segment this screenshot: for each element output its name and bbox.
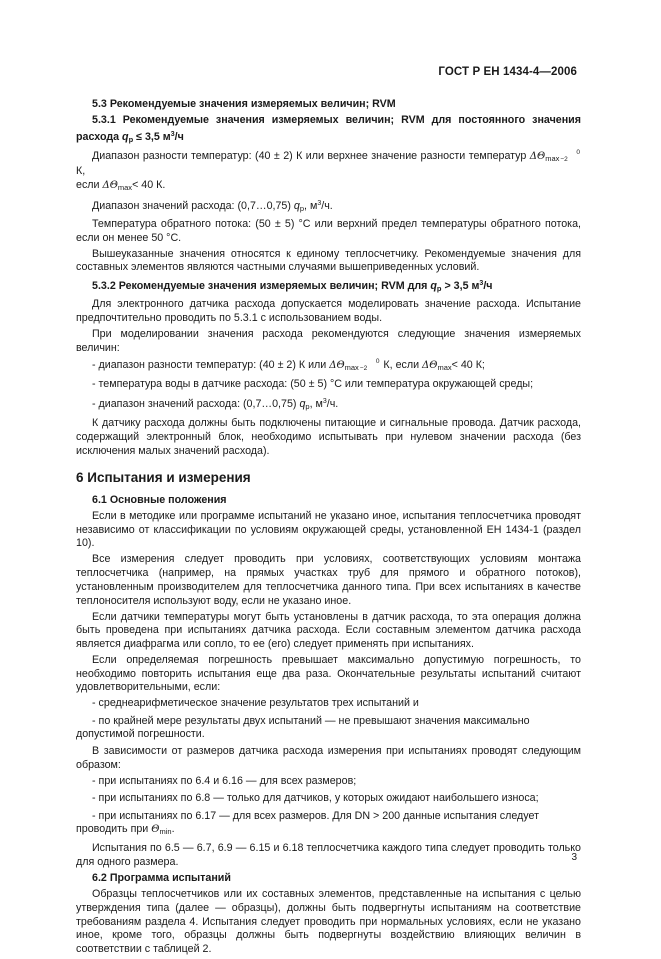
page-number: 3 <box>571 852 577 863</box>
paragraph-6-1-b: Все измерения следует проводить при условиях, соответствующих условиям монтажа теплосчетчика (например, на прямых участках труб для прямого и обратного потоков), установленным производителем для теплосчетчика данного типа. При всех испытаниях в качестве теплоносителя используют воду, если не указано иное. <box>76 553 581 607</box>
list-item-6-8: - при испытаниях по 6.8 — только для датчиков, у которых ожидают наибольшего износа; <box>92 792 539 805</box>
section-6-heading: 6 Испытания и измерения <box>76 470 251 486</box>
paragraph-wiring: К датчику расхода должны быть подключены питающие и сигнальные провода. Датчик расхода, содержащий электронный блок, необходимо испытывать при нулевом значении расхода (без исключения малых значений расхода). <box>76 417 581 457</box>
paragraph-single-meter: Вышеуказанные значения относятся к единому теплосчетчику. Рекомендуемые значения для составных элементов являются частными случаями вышеприведенных условий. <box>76 247 581 274</box>
paragraph-6-1-e: В зависимости от размеров датчика расхода измерения при испытаниях проводят следующим образом: <box>76 745 581 772</box>
paragraph-6-2: Образцы теплосчетчиков или их составных элементов, представленные на испытания с целью утверждения типа (далее — образцы), должны быть подвергнуты испытаниям на соответствие требованиям раздела 4. Испытания следует проводить при нормальных условиях, если не указано иное, кроме того, образцы должны быть подвергнуты воздействию влияющих величин в соответствии с таблицей 2. <box>76 888 581 955</box>
paragraph-6-1-c: Если датчики температуры могут быть установлены в датчик расхода, то эта операция должна быть проведена при испытаниях датчика расхода. Если составным элементом датчика расхода является диафрагма или сопло, то ее (его) следует применять при испытаниях. <box>76 610 581 650</box>
paragraph-6-1-d: Если определяемая погрешность превышает максимально допустимую погрешность, то необходимо повторить испытания еще два раза. Окончательные результаты испытаний считают удовлетворительными, если: <box>76 653 581 694</box>
paragraph-flow-range: Диапазон значений расхода: (0,7…0,75) $q_p$, $м^3/ч$. <box>92 199 333 213</box>
section-6-1-heading: 6.1 Основные положения <box>92 494 227 506</box>
section-5-3-heading: 5.3 Рекомендуемые значения измеряемых величин; RVM <box>92 98 396 110</box>
list-item-water-temp: - температура воды в датчике расхода: (50 ± 5) °С или температура окружающей среды; <box>92 377 534 390</box>
list-item-temp-diff: - диапазон разности температур: (40 ± 2) К или $\Delta\Theta_{max}0$ −2 К, если $\Delta\Theta_{max}< 40$ К; <box>92 357 485 372</box>
section-5-3-2-heading: 5.3.2 Рекомендуемые значения измеряемых величин; RVM для $q_p > 3,5$ $м^3/ч$ <box>92 280 493 294</box>
paragraph-6-1-f: Испытания по 6.5 — 6.7, 6.9 — 6.15 и 6.18 теплосчетчика каждого типа следует проводить только для одного размера. <box>76 842 581 869</box>
document-body <box>76 98 581 959</box>
paragraph-return-temp: Температура обратного потока: (50 ± 5) °С или верхний предел температуры обратного потока, если он менее 50 °С. <box>76 217 581 244</box>
section-5-3-1-heading: 5.3.1 Рекомендуемые значения измеряемых величин; RVM для постоянного значения расхода $q_p \le 3,5$ $м^3/ч$ <box>76 114 581 144</box>
section-6-2-heading: 6.2 Программа испытаний <box>92 872 231 885</box>
paragraph-6-1-a: Если в методике или программе испытаний не указано иное, испытания теплосчетчика проводят независимо от классификации по условиям окружающей среды, установленной ЕН 1434-1 (раздел 10). <box>76 510 581 550</box>
list-item-6-17: - при испытаниях по 6.17 — для всех размеров. Для DN > 200 данные испытания следует проводить при $\Theta_{min}$. <box>76 809 540 837</box>
paragraph-temp-range: Диапазон разности температур: (40 ± 2) К или верхнее значение разности температур $\Delta\Theta_{max}0$ −2 К, если $\Delta\Theta_{max}< 40$ К. <box>76 148 580 192</box>
list-item-6-4: - при испытаниях по 6.4 и 6.16 — для всех размеров; <box>92 775 357 788</box>
paragraph-simulation: При моделировании значения расхода рекомендуются следующие значения измеряемых величин: <box>76 328 581 354</box>
document-code: ГОСТ Р ЕН 1434-4—2006 <box>438 66 577 78</box>
paragraph-electronic-sensor: Для электронного датчика расхода допускается моделировать значение расхода. Испытание предпочтительно проводить по 5.3.1 с использованием воды. <box>76 298 581 325</box>
list-item-mean: - среднеарифметическое значение результатов трех испытаний и <box>92 697 419 710</box>
list-item-flow-range: - диапазон значений расхода: (0,7…0,75) $q_p$, $м^3/ч$. <box>92 397 339 411</box>
list-item-two-tests: - по крайней мере результаты двух испытаний — не превышают значения максимально допустимой погрешности. <box>76 714 530 741</box>
